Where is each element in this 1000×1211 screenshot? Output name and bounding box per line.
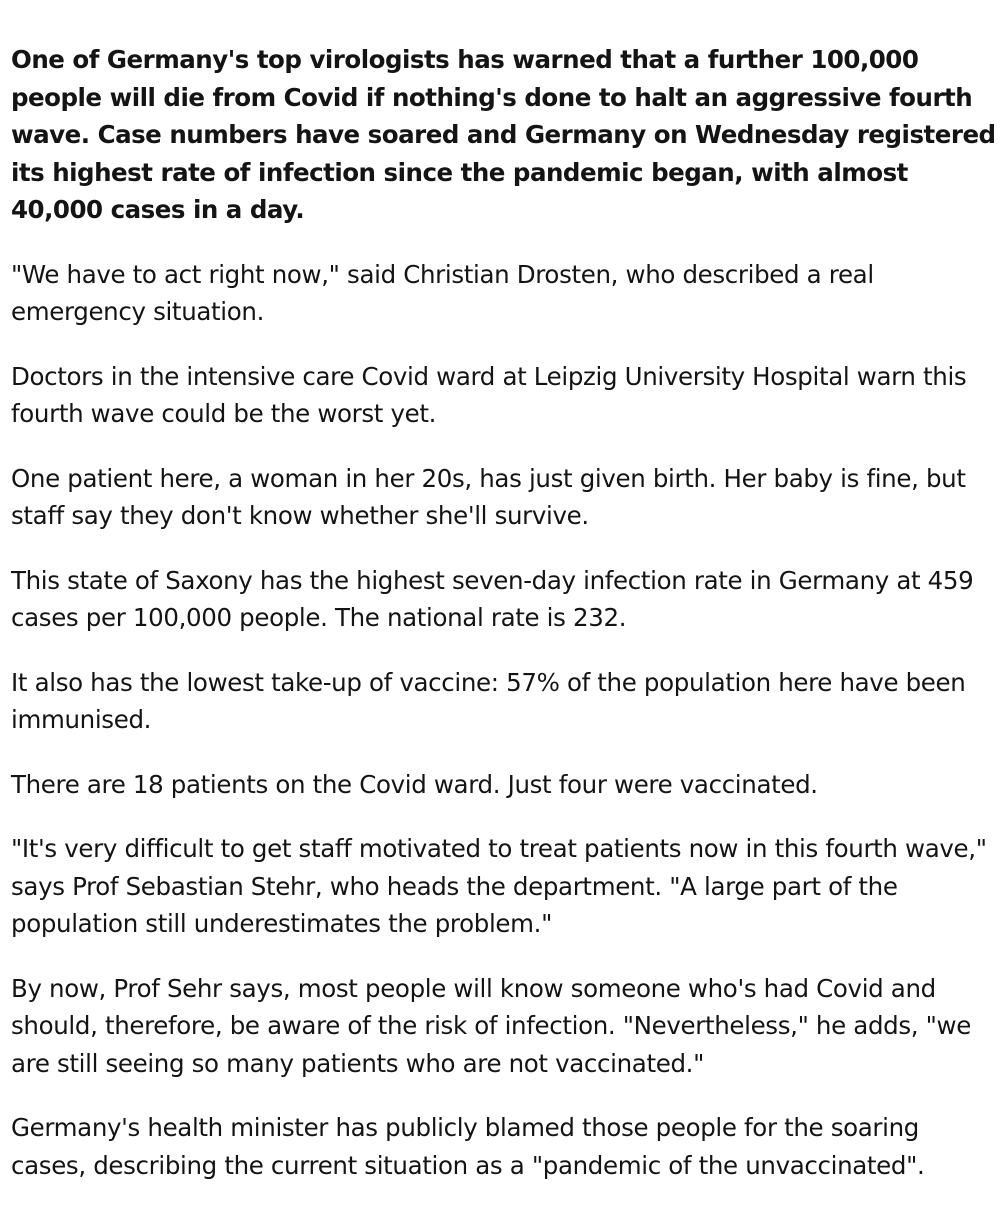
body-paragraph-vaccine-uptake: It also has the lowest take-up of vaccine: 57% of the population here have been immunised.: [11, 667, 966, 734]
body-paragraph-stehr-quote: "It's very difficult to get staff motivated to treat patients now in this fourth wave," says Prof Sebastian Stehr, who heads the department. "A large part of the population still underestimates the problem.": [11, 834, 987, 938]
body-paragraph-saxony-rate: This state of Saxony has the highest seven-day infection rate in Germany at 459 cases per 100,000 people. The national rate is 232.: [11, 565, 974, 632]
body-paragraph-sehr-quote: By now, Prof Sehr says, most people will know someone who's had Covid and should, therefore, be aware of the risk of infection. "Nevertheless," he adds, "we are still seeing so many patients who are not vaccinated.": [11, 973, 971, 1078]
body-paragraph-ward-patients: There are 18 patients on the Covid ward. Just four were vaccinated.: [11, 769, 818, 799]
body-paragraph-leipzig-doctors: Doctors in the intensive care Covid ward at Leipzig University Hospital warn this fourth wave could be the worst yet.: [11, 361, 967, 428]
body-paragraph-drosten-quote: "We have to act right now," said Christian Drosten, who described a real emergency situation.: [11, 259, 874, 326]
article-body: [11, 41, 1000, 1211]
body-paragraph-patient: One patient here, a woman in her 20s, has just given birth. Her baby is fine, but staff say they don't know whether she'll survive.: [11, 463, 966, 530]
body-paragraph-health-minister: Germany's health minister has publicly blamed those people for the soaring cases, describing the current situation as a "pandemic of the unvaccinated".: [11, 1113, 925, 1180]
lead-paragraph: One of Germany's top virologists has warned that a further 100,000 people will die from Covid if nothing's done to halt an aggressive fourth wave. Case numbers have soared and Germany on Wednesday registered its highest rate of infection since the pandemic began, with almost 40,000 cases in a day.: [11, 45, 996, 224]
